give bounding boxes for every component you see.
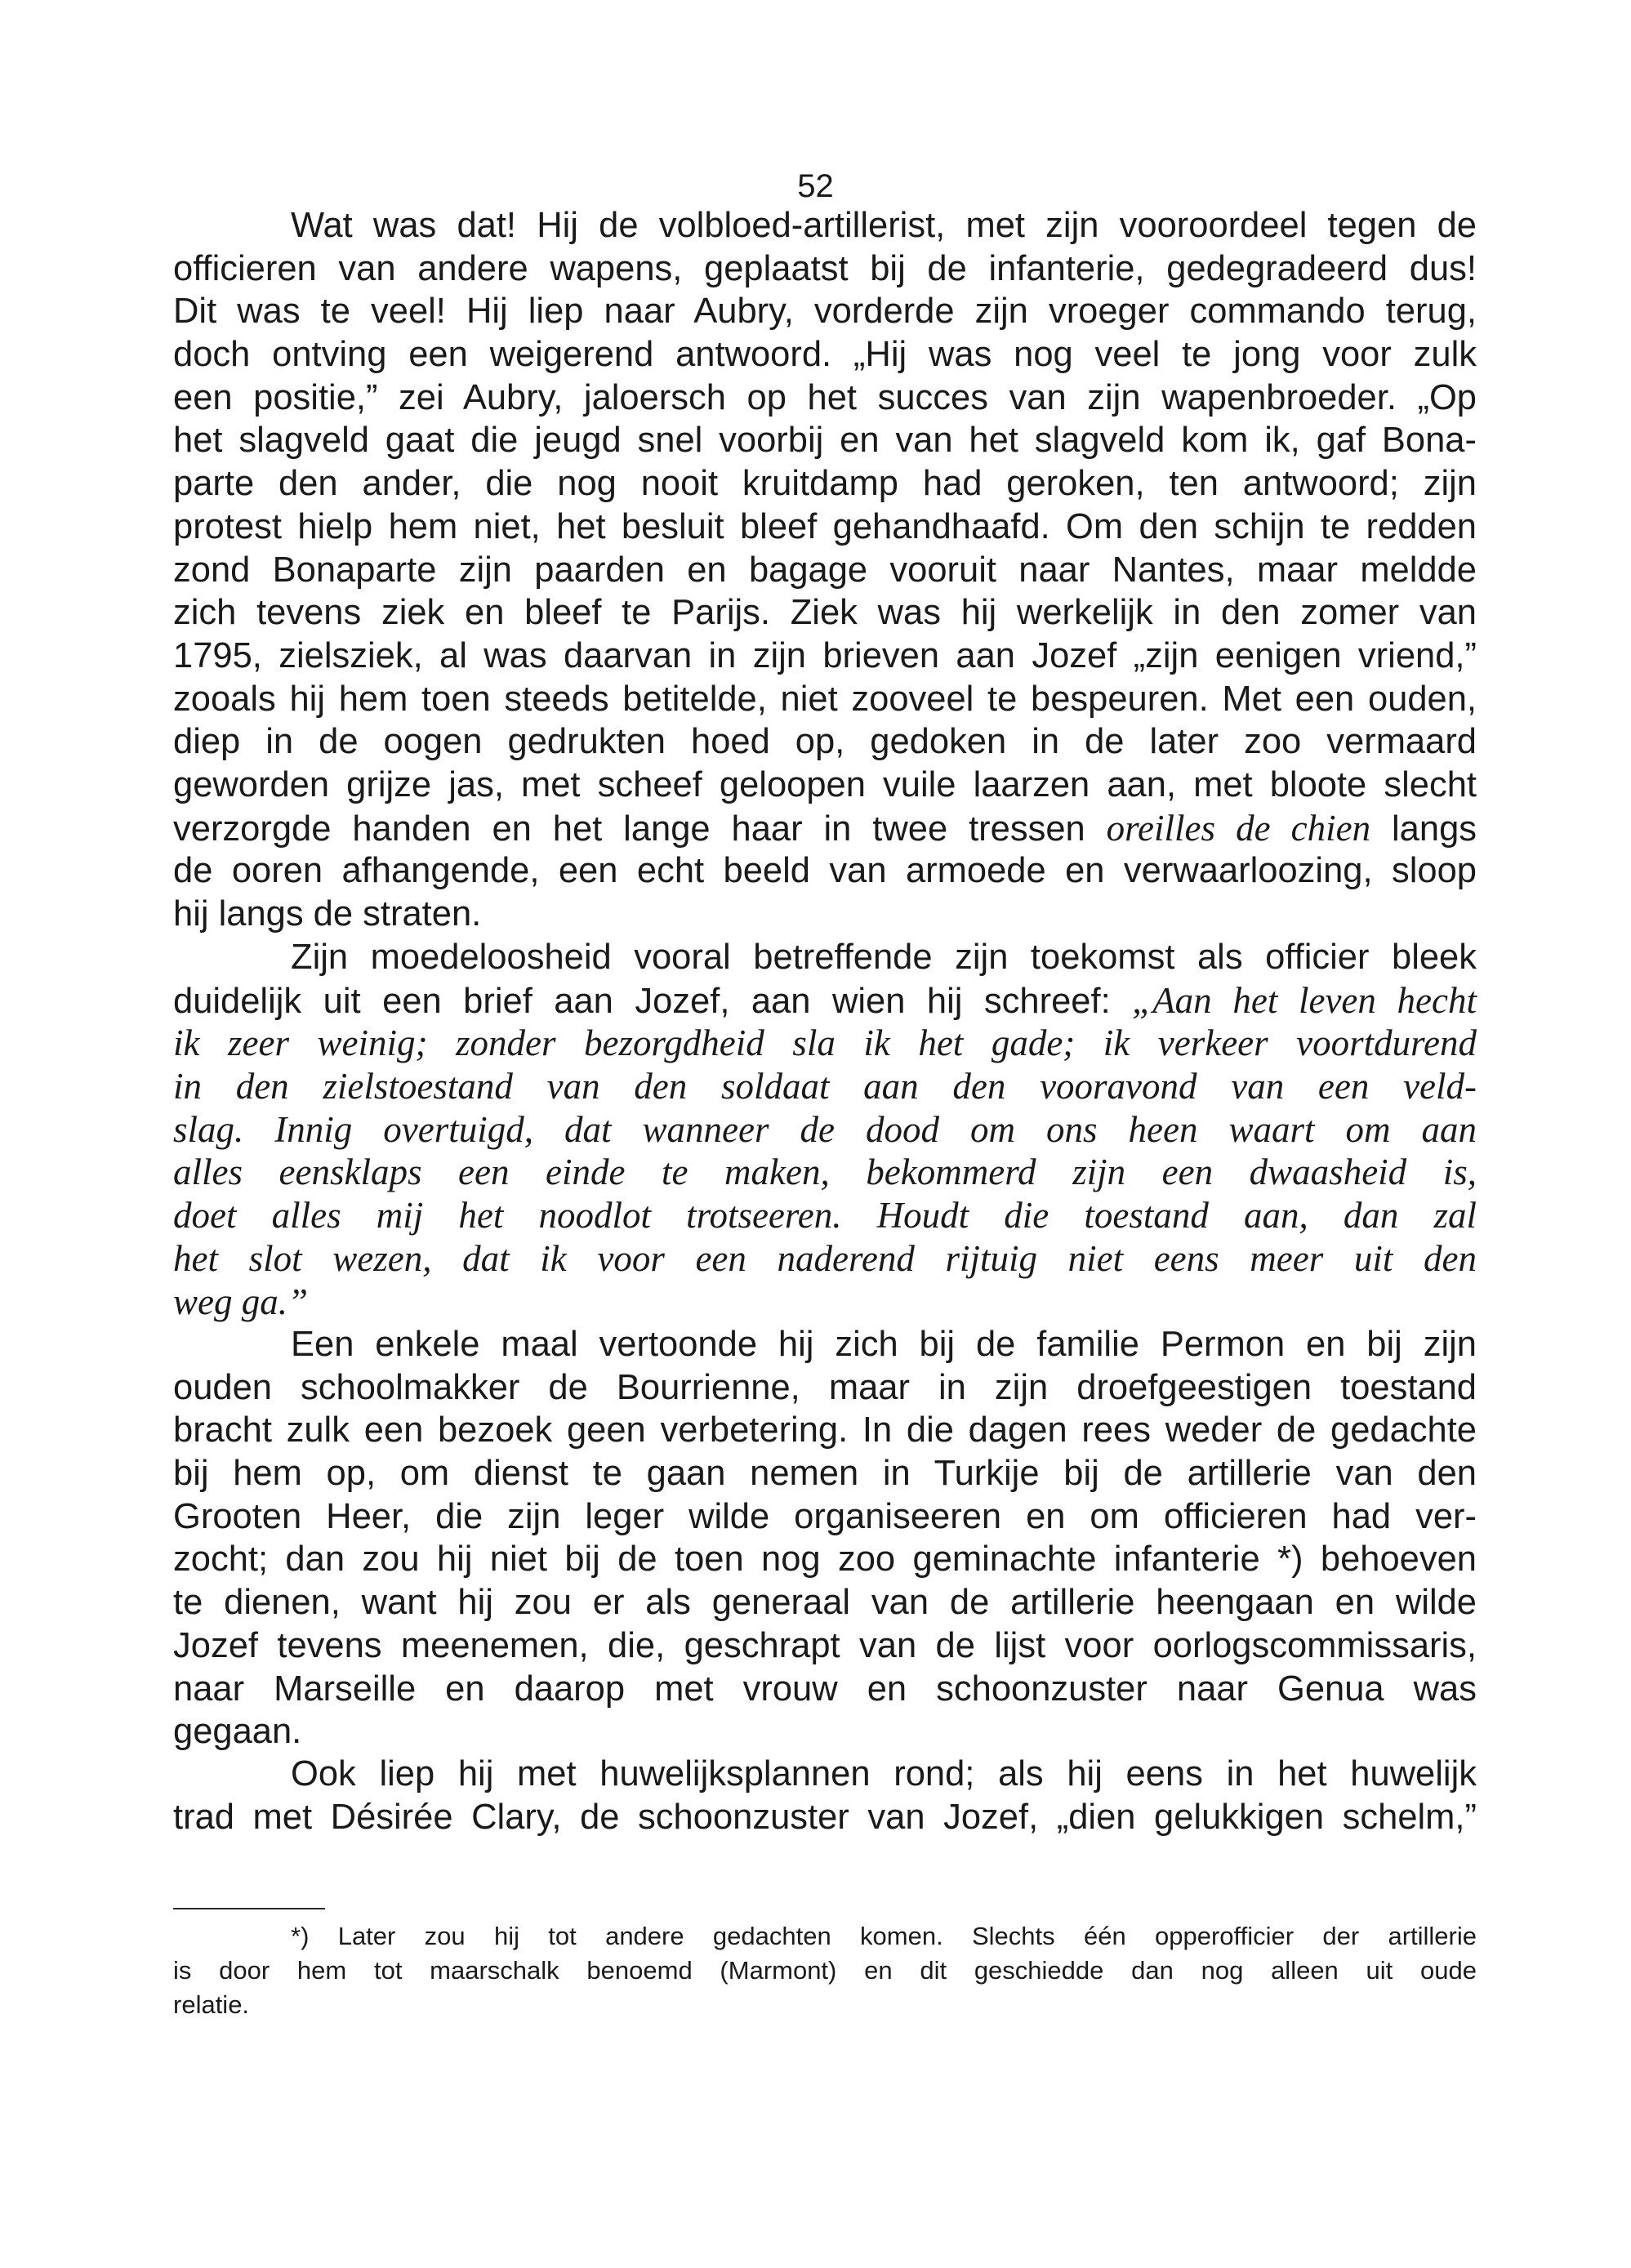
text-line: zich tevens ziek en bleef te Parijs. Ziek was hij werkelijk in den zomer van: [173, 593, 1477, 633]
text-segment: verzorgde handen en het lange haar in twee tressen: [173, 809, 1107, 849]
text-line: bij hem op, om dienst te gaan nemen in Turkije bij de artillerie van den: [173, 1454, 1477, 1494]
text-line: Grooten Heer, die zijn leger wilde organiseeren en om officieren had ver-: [173, 1496, 1477, 1536]
paragraph-3: [173, 1323, 1477, 1753]
page-number: 52: [797, 168, 834, 204]
quote-line: het slot wezen, dat ik voor een naderend rijtuig niet eens meer uit den: [173, 1237, 1477, 1279]
text-line: bracht zulk een bezoek geen verbetering. In die dagen rees weder de gedachte: [173, 1410, 1477, 1450]
footnote-line: is door hem tot maarschalk benoemd (Marmont) en dit geschiedde dan nog alleen uit oude: [173, 1956, 1477, 1985]
text-line: gegaan.: [173, 1712, 302, 1752]
text-line: doch ontving een weigerend antwoord. „Hij was nog veel te jong voor zulk: [173, 335, 1477, 375]
text-line: Jozef tevens meenemen, die, geschrapt van de lijst voor oorlogscommissaris,: [173, 1625, 1477, 1665]
text-line: protest hielp hem niet, het besluit bleef gehandhaafd. Om den schijn te redden: [173, 506, 1477, 546]
text-line: naar Marseille en daarop met vrouw en schoonzuster naar Genua was: [173, 1669, 1477, 1709]
footnote-line: *) Later zou hij tot andere gedachten komen. Slechts één opperofficier der artillerie: [291, 1922, 1477, 1950]
text-segment: langs: [1370, 809, 1477, 849]
text-line: zooals hij hem toen steeds betitelde, niet zooveel te bespeuren. Met een ouden,: [173, 679, 1477, 719]
text-line: het slagveld gaat die jeugd snel voorbij en van het slagveld kom ik, gaf Bona-: [173, 421, 1477, 461]
italic-phrase: oreilles de chien: [1106, 807, 1371, 849]
text-line: trad met Désirée Clary, de schoonzuster van Jozef, „dien gelukkigen schelm,”: [173, 1797, 1477, 1837]
text-line: parte den ander, die nog nooit kruitdamp had geroken, ten antwoord; zijn: [173, 464, 1477, 504]
quote-line: weg ga.”: [173, 1281, 309, 1322]
quote-line: slag. Innig overtuigd, dat wanneer de dood om ons heen waart om aan: [173, 1108, 1477, 1150]
text-line: zond Bonaparte zijn paarden en bagage vooruit naar Nantes, maar meldde: [173, 550, 1477, 590]
paragraph-4: [173, 1753, 1477, 1838]
text-line: te dienen, want hij zou er als generaal van de artillerie heengaan en wilde: [173, 1583, 1477, 1623]
text-line: Ook liep hij met huwelijksplannen rond; als hij eens in het huwelijk: [291, 1754, 1477, 1793]
italic-phrase: „Aan het leven hecht: [1132, 979, 1477, 1021]
text-line: 1795, zielsziek, al was daarvan in zijn brieven aan Jozef „zijn eenigen vriend,”: [173, 635, 1477, 675]
text-line: een positie,” zei Aubry, jaloersch op het succes van zijn wapenbroeder. „Op: [173, 377, 1477, 417]
text-line: [173, 807, 1477, 850]
quote-line: alles eensklaps een einde te maken, bekommerd zijn een dwaasheid is,: [173, 1152, 1477, 1193]
footnote: [173, 1919, 1477, 2022]
text-line: Wat was dat! Hij de volbloed-artillerist, met zijn vooroordeel tegen de: [291, 206, 1477, 245]
text-line: diep in de oogen gedrukten hoed op, gedoken in de later zoo vermaard: [173, 722, 1477, 762]
paragraph-1: [173, 204, 1477, 936]
text-line: ouden schoolmakker de Bourrienne, maar in zijn droefgeestigen toestand: [173, 1367, 1477, 1407]
quote-line: doet alles mij het noodlot trotseeren. Houdt die toestand aan, dan zal: [173, 1195, 1477, 1236]
text-line: de ooren afhangende, een echt beeld van armoede en verwaarloozing, sloop: [173, 851, 1477, 891]
text-line: officieren van andere wapens, geplaatst bij de infanterie, gedegradeerd dus!: [173, 248, 1477, 288]
text-line: Zijn moedeloosheid vooral betreffende zijn toekomst als officier bleek: [291, 938, 1477, 977]
text-line: zocht; dan zou hij niet bij de toen nog zoo geminachte infanterie *) behoeven: [173, 1539, 1477, 1580]
footnote-rule: [173, 1908, 325, 1909]
text-line: Een enkele maal vertoonde hij zich bij de familie Permon en bij zijn: [291, 1325, 1477, 1364]
text-segment: duidelijk uit een brief aan Jozef, aan wien hij schreef:: [173, 981, 1133, 1021]
text-line: Dit was te veel! Hij liep naar Aubry, vorderde zijn vroeger commando terug,: [173, 292, 1477, 332]
text-line: [173, 979, 1477, 1023]
text-line: hij langs de straten.: [173, 894, 482, 933]
quote-line: ik zeer weinig; zonder bezorgdheid sla ik het gade; ik verkeer voortdurend: [173, 1023, 1477, 1064]
footnote-line: relatie.: [173, 1990, 250, 2019]
quote-line: in den zielstoestand van den soldaat aan den vooravond van een veld-: [173, 1066, 1477, 1107]
paragraph-2: [173, 936, 1477, 1323]
text-line: geworden grijze jas, met scheef geloopen vuile laarzen aan, met bloote slecht: [173, 764, 1477, 804]
